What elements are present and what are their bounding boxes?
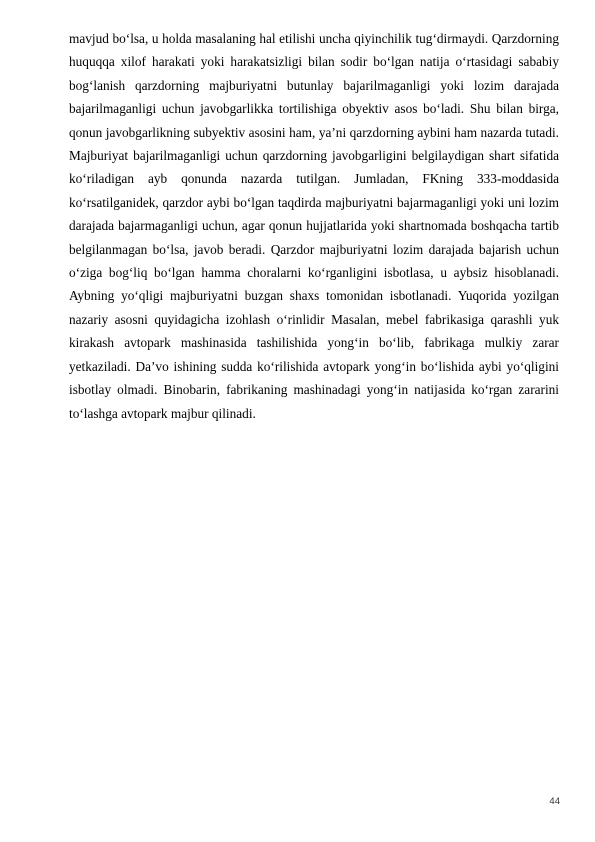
page-number: 44 (549, 796, 560, 807)
body-paragraph: mavjud bo‘lsa, u holda masalaning hal etilishi uncha qiyinchilik tug‘dirmaydi. Qarzdorning huquqqa xilof harakati yoki harakatsizligi bilan sodir bo‘lgan natija o‘rtasidagi sababiy bog‘lanish qarzdorning majburiyatni butunlay bajarilmaganligi yoki lozim darajada bajarilmaganligi uchun javobgarlikka tortilishiga obyektiv asos bo‘ladi. Shu bilan birga, qonun javobgarlikning subyektiv asosini ham, ya’ni qarzdorning aybini ham nazarda tutadi. Majburiyat bajarilmaganligi uchun qarzdorning javobgarligini belgilaydigan shart sifatida ko‘riladigan ayb qonunda nazarda tutilgan. Jumladan, FKning 333-moddasida ko‘rsatilganidek, qarzdor aybi bo‘lgan taqdirda majburiyatni bajarmaganligi yoki uni lozim darajada bajarmaganligi uchun, agar qonun hujjatlarida yoki shartnomada boshqacha tartib belgilanmagan bo‘lsa, javob beradi. Qarzdor majburiyatni lozim darajada bajarish uchun o‘ziga bog‘liq bo‘lgan hamma choralarni ko‘rganligini isbotlasa, u aybsiz hisoblanadi. Aybning yo‘qligi majburiyatni buzgan shaxs tomonidan isbotlanadi. Yuqorida yozilgan nazariy asosni quyidagicha izohlash o‘rinlidir Masalan, mebel fabrikasiga qarashli yuk kirakash avtopark mashinasida tashilishida yong‘in bo‘lib, fabrikaga mulkiy zarar yetkaziladi. Da’vo ishining sudda ko‘rilishida avtopark yong‘in bo‘lishida aybi yo‘qligini isbotlay olmadi. Binobarin, fabrikaning mashinadagi yong‘in natijasida ko‘rgan zararini to‘lashga avtopark majbur qilinadi. (69, 31, 559, 421)
